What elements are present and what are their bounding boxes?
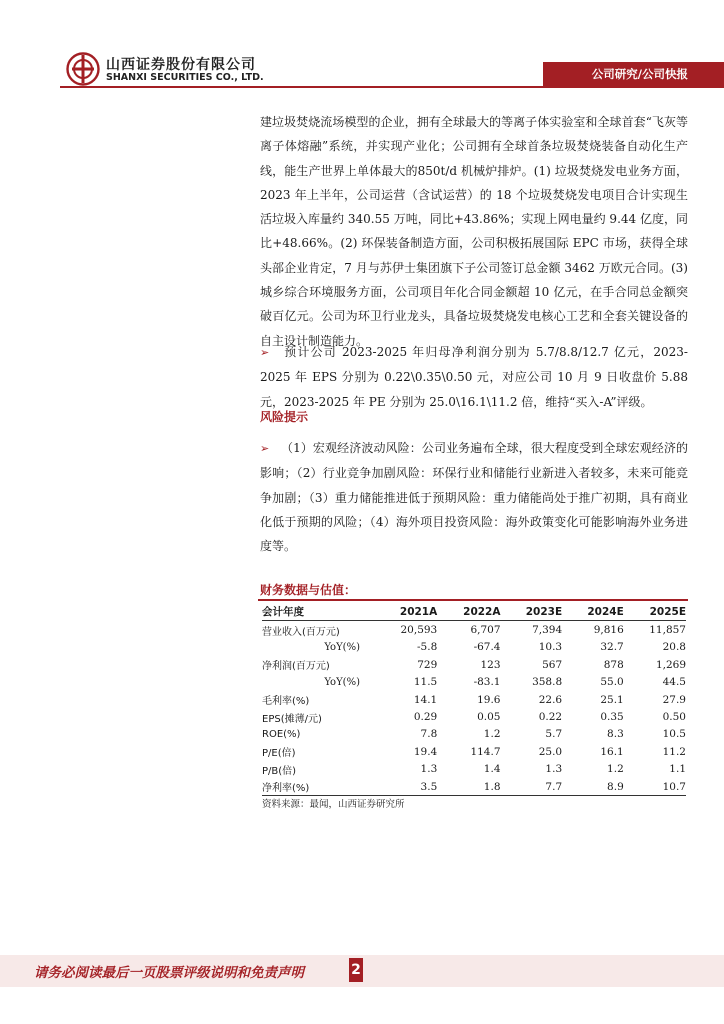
table-cell: 10.7 bbox=[624, 778, 686, 796]
table-cell: 25.0 bbox=[538, 745, 563, 758]
company-logo-icon bbox=[66, 52, 100, 86]
page-header bbox=[0, 0, 724, 100]
table-cell: 11,857 bbox=[649, 624, 686, 637]
header-cell: 2023E bbox=[501, 603, 563, 621]
header-cell: 会计年度 bbox=[262, 603, 374, 621]
header-divider bbox=[60, 86, 724, 88]
bullet-arrow-icon: ➢ bbox=[260, 346, 270, 359]
row-label: YoY(%) bbox=[324, 641, 360, 653]
risk-paragraph bbox=[260, 436, 688, 558]
table-cell: 1.2 bbox=[607, 763, 624, 776]
table-cell: 7.7 bbox=[501, 778, 563, 796]
table-cell: 878 bbox=[603, 658, 624, 671]
company-name-en: SHANXI SECURITIES CO., LTD. bbox=[106, 72, 264, 83]
table-cell: 22.6 bbox=[538, 693, 563, 706]
table-cell: -67.4 bbox=[473, 641, 501, 654]
table-cell: 44.5 bbox=[662, 676, 686, 689]
risk-text: （1）宏观经济波动风险：公司业务遍布全球，很大程度受到全球宏观经济的影响；（2）行业竞争加剧风险：环保行业和储能行业新进入者较多，未来可能竞争加剧；（3）重力储能推进低于预期风险：重力储能尚处于推广初期，具有商业化低于预期的风险；（4）海外项目投资风险：海外政策变化可能影响海外业务进度等。 bbox=[260, 441, 689, 554]
row-label: YoY(%) bbox=[324, 676, 360, 688]
table-cell: 358.8 bbox=[532, 676, 563, 689]
forecast-paragraph bbox=[260, 340, 688, 414]
table-cell: 8.3 bbox=[607, 728, 624, 741]
forecast-text: 预计公司 2023-2025 年归母净利润分别为 5.7/8.8/12.7 亿元，2023-2025 年 EPS 分别为 0.22\0.35\0.50 元，对应公司 10 月 9 日收盘价 5.88 元，2023-2025 年 PE 分别为 25.0\16.1\11.2 倍，维持“买入-A”评级。 bbox=[260, 345, 688, 409]
table-cell: 3.5 bbox=[374, 778, 437, 796]
table-row bbox=[262, 726, 686, 743]
table-cell: 0.35 bbox=[600, 711, 624, 724]
table-source: 资料来源：最闻，山西证券研究所 bbox=[262, 799, 405, 810]
header-band bbox=[543, 62, 724, 86]
table-top-rule bbox=[258, 599, 688, 601]
table-header-row bbox=[262, 603, 686, 621]
table-cell: 1.2 bbox=[483, 728, 501, 741]
table-cell: 10.3 bbox=[538, 641, 563, 654]
header-cell: 2022A bbox=[437, 603, 500, 621]
table-cell: 9,816 bbox=[593, 624, 624, 637]
risk-title: 风险提示 bbox=[260, 410, 309, 424]
table-cell: -5.8 bbox=[417, 641, 438, 654]
header-cell: 2021A bbox=[374, 603, 437, 621]
table-cell: -83.1 bbox=[473, 676, 501, 689]
row-label: P/B(倍) bbox=[262, 765, 297, 777]
table-cell: 0.50 bbox=[662, 711, 686, 724]
financial-table bbox=[262, 603, 686, 796]
table-cell: 14.1 bbox=[413, 693, 438, 706]
table-cell: 6,707 bbox=[470, 624, 501, 637]
table-cell: 20.8 bbox=[662, 641, 686, 654]
table-cell: 0.22 bbox=[538, 711, 563, 724]
table-row bbox=[262, 691, 686, 708]
footer-disclaimer: 请务必阅读最后一页股票评级说明和免责声明 bbox=[34, 965, 304, 981]
page-number: 2 bbox=[349, 958, 363, 982]
table-row bbox=[262, 656, 686, 673]
table-cell: 25.1 bbox=[600, 693, 624, 706]
header-cell: 2025E bbox=[624, 603, 686, 621]
table-cell: 19.6 bbox=[477, 693, 501, 706]
table-cell: 11.5 bbox=[413, 676, 438, 689]
table-cell: 55.0 bbox=[600, 676, 624, 689]
table-row bbox=[262, 621, 686, 639]
table-cell: 1.8 bbox=[437, 778, 500, 796]
table-cell: 1.4 bbox=[483, 763, 501, 776]
row-label: 净利率(%) bbox=[262, 778, 374, 796]
table-row bbox=[262, 778, 686, 796]
table-cell: 1.3 bbox=[545, 763, 563, 776]
table-cell: 8.9 bbox=[562, 778, 624, 796]
table-row bbox=[262, 708, 686, 725]
table-row bbox=[262, 674, 686, 691]
row-label: EPS(摊薄/元) bbox=[262, 713, 322, 725]
table-cell: 7,394 bbox=[532, 624, 563, 637]
table-cell: 32.7 bbox=[600, 641, 624, 654]
row-label: 净利润(百万元) bbox=[262, 661, 330, 673]
bullet-arrow-icon: ➢ bbox=[260, 442, 270, 455]
table-cell: 5.7 bbox=[545, 728, 563, 741]
row-label: 毛利率(%) bbox=[262, 696, 310, 708]
table-cell: 16.1 bbox=[600, 745, 624, 758]
table-cell: 567 bbox=[542, 658, 563, 671]
table-cell: 10.5 bbox=[662, 728, 686, 741]
section-label: 公司研究/公司快报 bbox=[591, 67, 688, 81]
company-name-cn: 山西证券股份有限公司 bbox=[106, 57, 256, 73]
header-cell: 2024E bbox=[562, 603, 624, 621]
table-cell: 1.3 bbox=[420, 763, 438, 776]
table-cell: 7.8 bbox=[420, 728, 438, 741]
table-cell: 729 bbox=[417, 658, 438, 671]
row-label: 营业收入(百万元) bbox=[262, 626, 340, 638]
table-cell: 1,269 bbox=[655, 658, 686, 671]
table-cell: 19.4 bbox=[413, 745, 438, 758]
table-cell: 0.29 bbox=[413, 711, 438, 724]
table-row bbox=[262, 743, 686, 760]
table-title: 财务数据与估值： bbox=[260, 583, 357, 597]
table-cell: 1.1 bbox=[669, 763, 686, 776]
row-label: ROE(%) bbox=[262, 728, 301, 740]
business-paragraph: 建垃圾焚烧流场模型的企业，拥有全球最大的等离子体实验室和全球首套“飞灰等离子体熔融”系统，并实现产业化；公司拥有全球首条垃圾焚烧装备自动化生产线，能生产世界上单体最大的850t/d 机械炉排炉。(1) 垃圾焚烧发电业务方面，2023 年上半年，公司运营（含试运营）的 18 个垃圾焚烧发电项目合计实现生活垃圾入库量约 340.55 万吨，同比+43.86%；实现上网电量约 9.44 亿度，同比+48.66%。(2) 环保装备制造方面，公司积极拓展国际 EPC 市场，获得全球头部企业肯定，7 月与苏伊士集团旗下子公司签订总金额 3462 万欧元合同。(3) 城乡综合环境服务方面，公司项目年化合同金额超 10 亿元，在手合同总金额突破百亿元。公司为环卫行业龙头，具备垃圾焚烧发电核心工艺和全套关键设备的自主设计制造能力。 bbox=[260, 115, 688, 348]
table-cell: 123 bbox=[480, 658, 501, 671]
table-cell: 20,593 bbox=[400, 624, 438, 637]
table-cell: 0.05 bbox=[477, 711, 501, 724]
table-row bbox=[262, 639, 686, 656]
table-cell: 11.2 bbox=[662, 745, 686, 758]
table-cell: 114.7 bbox=[470, 745, 501, 758]
table-cell: 27.9 bbox=[662, 693, 686, 706]
row-label: P/E(倍) bbox=[262, 748, 296, 760]
table-row bbox=[262, 761, 686, 778]
